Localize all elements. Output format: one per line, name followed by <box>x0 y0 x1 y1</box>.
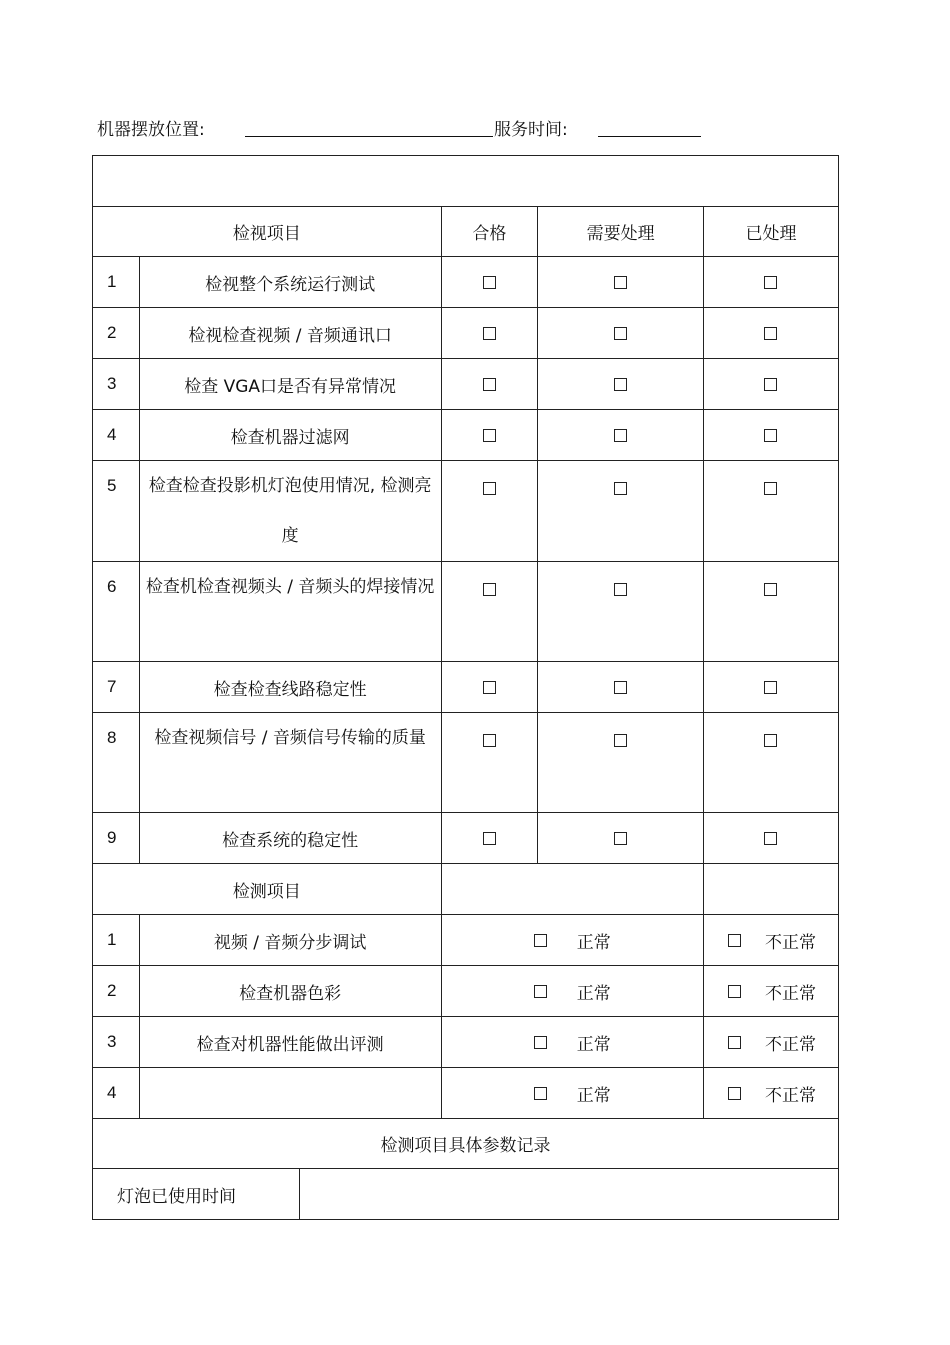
need-handle-checkbox[interactable] <box>614 276 627 289</box>
table-row <box>93 1017 839 1068</box>
handled-checkbox[interactable] <box>764 276 777 289</box>
normal-checkbox[interactable] <box>534 1036 547 1049</box>
abnormal-checkbox[interactable] <box>728 934 741 947</box>
need-handle-checkbox[interactable] <box>614 734 627 747</box>
row-number: 3 <box>93 1017 140 1068</box>
handled-header: 已处理 <box>703 207 838 257</box>
row-number: 1 <box>93 257 140 308</box>
pass-checkbox[interactable] <box>483 734 496 747</box>
row-text: 检查对机器性能做出评测 <box>139 1017 441 1068</box>
table-row <box>93 813 839 864</box>
handled-checkbox[interactable] <box>764 734 777 747</box>
abnormal-checkbox[interactable] <box>728 985 741 998</box>
abnormal-checkbox[interactable] <box>728 1036 741 1049</box>
table-row <box>93 1068 839 1119</box>
row-text: 检查 VGA口是否有异常情况 <box>139 359 441 410</box>
table-row <box>93 359 839 410</box>
row-text: 检视检查视频 / 音频通讯口 <box>139 308 441 359</box>
abnormal-label: 不正常 <box>764 1034 816 1055</box>
location-label: 机器摆放位置: <box>97 120 205 140</box>
handled-checkbox[interactable] <box>764 832 777 845</box>
abnormal-label: 不正常 <box>764 983 816 1004</box>
handled-checkbox[interactable] <box>764 378 777 391</box>
table-row <box>93 713 839 813</box>
row-text: 检查系统的稳定性 <box>139 813 441 864</box>
need-handle-checkbox[interactable] <box>614 378 627 391</box>
row-number: 4 <box>93 410 140 461</box>
row-number: 3 <box>93 359 140 410</box>
row-number: 5 <box>107 476 117 495</box>
inspection-table <box>92 155 839 1220</box>
service-time-field[interactable] <box>598 136 701 137</box>
table-row <box>93 410 839 461</box>
row-text: 检查机器色彩 <box>139 966 441 1017</box>
table-row <box>93 966 839 1017</box>
record-value-field[interactable] <box>300 1169 839 1220</box>
pass-checkbox[interactable] <box>483 327 496 340</box>
row-number: 9 <box>93 813 140 864</box>
inspect-item-header: 检视项目 <box>93 207 442 257</box>
row-number: 4 <box>93 1068 140 1119</box>
handled-checkbox[interactable] <box>764 429 777 442</box>
pass-checkbox[interactable] <box>483 482 496 495</box>
test-header-col3 <box>703 864 838 915</box>
abnormal-label: 不正常 <box>764 932 816 953</box>
pass-checkbox[interactable] <box>483 276 496 289</box>
normal-label: 正常 <box>576 1034 611 1055</box>
row-number: 6 <box>107 577 117 596</box>
row-text: 检查视频信号 / 音频信号传输的质量 <box>154 728 426 748</box>
row-text <box>139 1068 441 1119</box>
location-field[interactable] <box>245 136 493 137</box>
row-text: 检查机器过滤网 <box>139 410 441 461</box>
service-time-label: 服务时间: <box>494 120 568 140</box>
table-row <box>93 257 839 308</box>
row-text: 检查机检查视频头 / 音频头的焊接情况 <box>145 577 435 597</box>
need-handle-checkbox[interactable] <box>614 681 627 694</box>
table-row <box>93 662 839 713</box>
normal-label: 正常 <box>576 1085 611 1106</box>
row-number: 1 <box>93 915 140 966</box>
need-handle-checkbox[interactable] <box>614 327 627 340</box>
normal-label: 正常 <box>576 932 611 953</box>
pass-header: 合格 <box>441 207 538 257</box>
row-number: 7 <box>93 662 140 713</box>
row-text: 视频 / 音频分步调试 <box>139 915 441 966</box>
need-handle-checkbox[interactable] <box>614 583 627 596</box>
normal-checkbox[interactable] <box>534 985 547 998</box>
table-row <box>93 562 839 662</box>
row-number: 2 <box>93 308 140 359</box>
handled-checkbox[interactable] <box>764 681 777 694</box>
pass-checkbox[interactable] <box>483 583 496 596</box>
pass-checkbox[interactable] <box>483 832 496 845</box>
need-handle-header: 需要处理 <box>538 207 704 257</box>
handled-checkbox[interactable] <box>764 327 777 340</box>
table-row <box>93 308 839 359</box>
row-text: 检查检查线路稳定性 <box>139 662 441 713</box>
abnormal-label: 不正常 <box>764 1085 816 1106</box>
table-row <box>93 1169 839 1220</box>
need-handle-checkbox[interactable] <box>614 482 627 495</box>
abnormal-checkbox[interactable] <box>728 1087 741 1100</box>
table-title-row <box>93 156 839 207</box>
pass-checkbox[interactable] <box>483 429 496 442</box>
header-line <box>0 112 950 142</box>
pass-checkbox[interactable] <box>483 378 496 391</box>
test-header-col2 <box>441 864 703 915</box>
normal-checkbox[interactable] <box>534 934 547 947</box>
row-number: 8 <box>107 728 117 747</box>
normal-checkbox[interactable] <box>534 1087 547 1100</box>
record-label: 灯泡已使用时间 <box>93 1169 300 1220</box>
table-row <box>93 915 839 966</box>
record-title: 检测项目具体参数记录 <box>93 1119 839 1169</box>
need-handle-checkbox[interactable] <box>614 832 627 845</box>
pass-checkbox[interactable] <box>483 681 496 694</box>
table-row <box>93 461 839 562</box>
handled-checkbox[interactable] <box>764 583 777 596</box>
need-handle-checkbox[interactable] <box>614 429 627 442</box>
row-text: 检视整个系统运行测试 <box>139 257 441 308</box>
row-text: 检查检查投影机灯泡使用情况, 检测亮度 <box>148 476 432 546</box>
test-item-header: 检测项目 <box>93 864 442 915</box>
handled-checkbox[interactable] <box>764 482 777 495</box>
row-number: 2 <box>93 966 140 1017</box>
normal-label: 正常 <box>576 983 611 1004</box>
